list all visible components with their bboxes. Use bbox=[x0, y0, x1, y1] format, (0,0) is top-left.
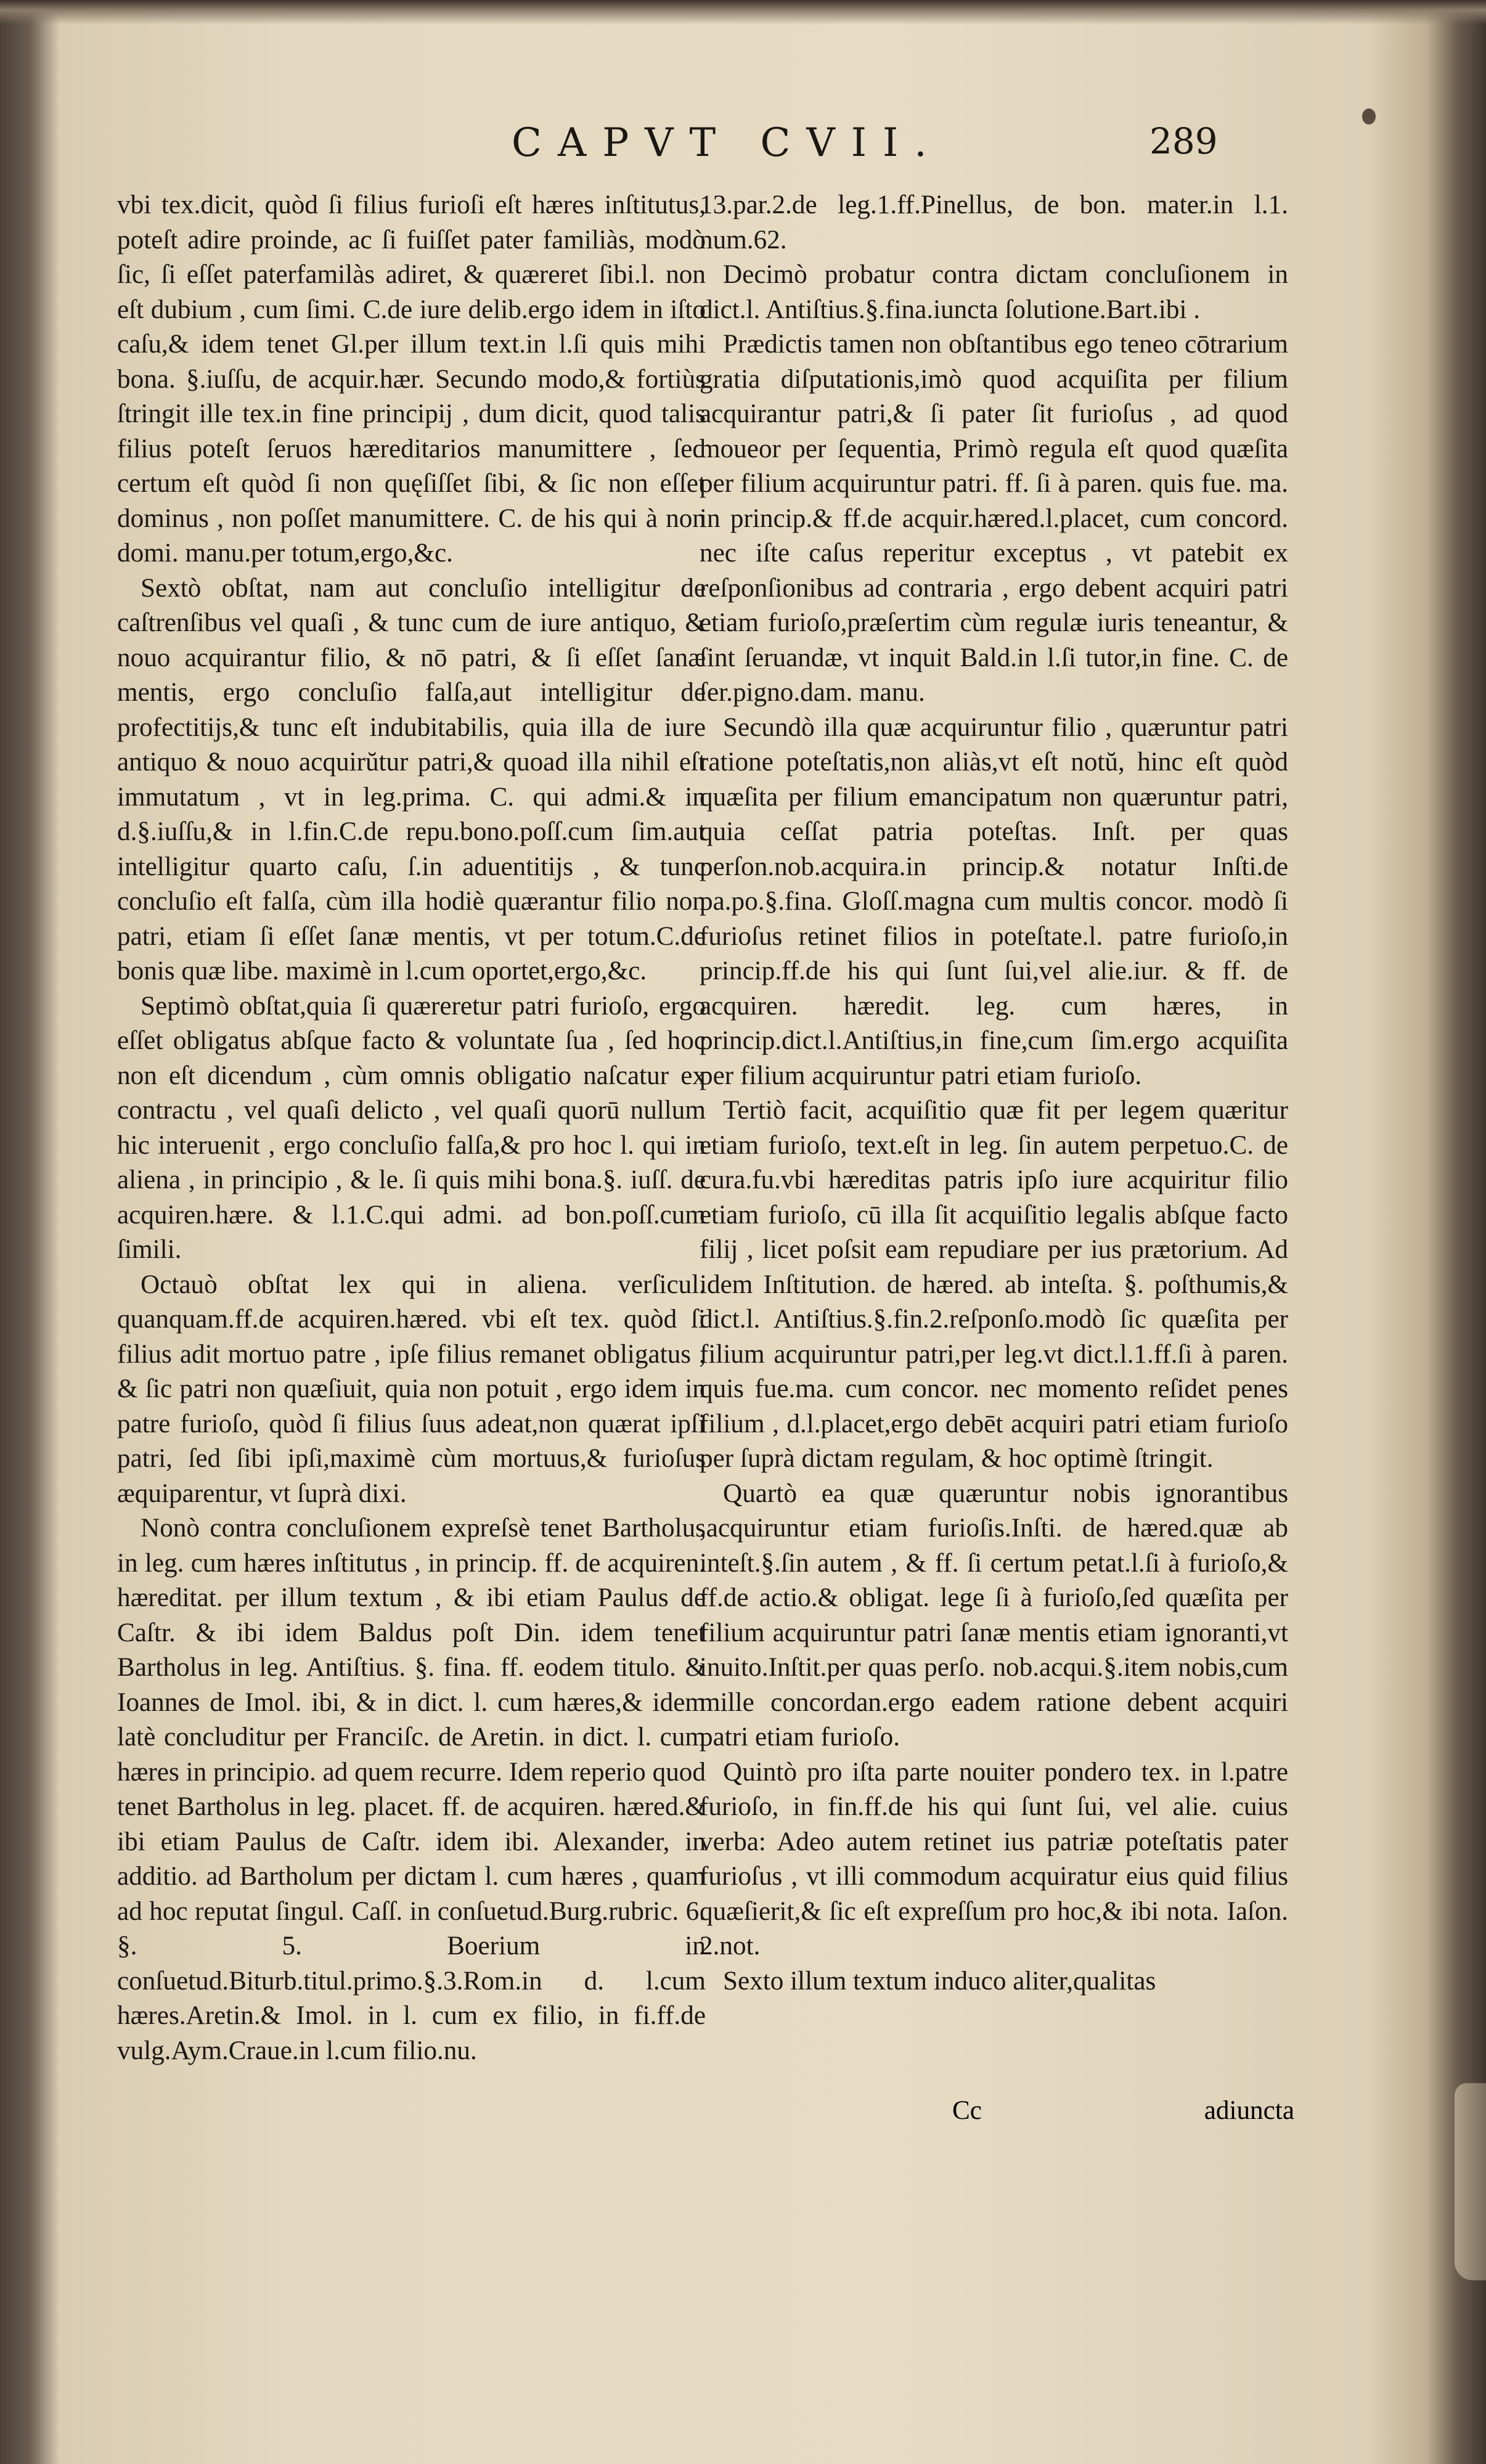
page-header bbox=[92, 120, 1362, 176]
paragraph: Tertiò facit, acquiſitio quæ fit per legem quæritur etiam furioſo, text.eſt in leg. ſin autem perpetuo.C. de cura.fu.vbi hæreditas patris ipſo iure acquiritur filio etiam furioſo, cū illa ſit acquiſitio legalis abſque facto filij , licet poſsit eam repudiare per ius prætorium. Ad idem Inſtitution. de hæred. ab inteſta. §. poſthumis,& dict.l. Antiſtius.§.fin.2.reſponſo.modò ſic quæſita per filium acquiruntur patri,per leg.vt dict.l.1.ff.ſi à paren. quis fue.ma. cum concor. nec momento reſidet penes filium , d.l.placet,ergo debēt acquiri patri etiam furioſo per ſuprà dictam regulam, & hoc optimè ſtringit. bbox=[700, 1096, 1288, 1473]
catchword: adiuncta bbox=[1204, 2096, 1294, 2125]
page-edge-tear bbox=[1455, 2083, 1486, 2280]
paragraph: Nonò contra concluſionem expreſsè tenet Bartholus in leg. cum hæres inſtitutus , in princip. ff. de acquiren. hæreditat. per illum textum , & ibi etiam Paulus de Caſtr. & ibi idem Baldus poſt Din. idem tenet Bartholus in leg. Antiſtius. §. fina. ff. eodem titulo. & Ioannes de Imol. ibi, & in dict. l. cum hæres,& idem latè concluditur per Franciſc. de Aretin. in dict. l. cum hæres in principio. ad quem recurre. Idem reperio quod tenet Bartholus in leg. placet. ff. de acquiren. hæred.& ibi etiam Paulus de Caſtr. idem ibi. Alexander, in additio. ad Bartholum per dictam l. cum hæres , quam ad hoc reputat ſingul. Caſſ. in conſuetud.Burg.rubric. 6. §. 5. Boerium in conſuetud.Biturb.titul.primo.§.3.Rom.in d. l.cum hæres.Aretin.& Imol. in l. cum ex filio, in fi.ff.de vulg.Aym.Craue.in l.cum filio.nu. bbox=[117, 1514, 706, 2065]
signature-mark: Cc bbox=[952, 2096, 982, 2125]
left-column bbox=[117, 188, 706, 2068]
paragraph: Quintò pro iſta parte nouiter pondero tex. in l.patre furioſo, in fin.ff.de his qui ſunt ſui, vel alie. cuius verba: Adeo autem retinet ius patriæ poteſtatis pater furioſus , vt illi commodum acquiratur eius quid filius quæſierit,& ſic eſt expreſſum pro hoc,& ibi nota. Iaſon. 2.not. bbox=[700, 1757, 1288, 1960]
paragraph: Secundò illa quæ acquiruntur filio , quæruntur patri ratione poteſtatis,non aliàs,vt eſt notŭ, hinc eſt quòd quæſita per filium emancipatum non quæruntur patri, quia ceſſat patria poteſtas. Inſt. per quas perſon.nob.acquira.in princip.& notatur Inſti.de pa.po.§.fina. Gloſſ.magna cum multis concor. modò ſi furioſus retinet filios in poteſtate.l. patre furioſo,in princip.ff.de his qui ſunt ſui,vel alie.iur. & ff. de acquiren. hæredit. leg. cum hæres, in princip.dict.l.Antiſtius,in fine,cum ſim.ergo acquiſita per filium acquiruntur patri etiam furioſo. bbox=[700, 712, 1288, 1090]
page-number: 289 bbox=[1149, 120, 1218, 162]
paragraph: Prædictis tamen non obſtantibus ego teneo cōtrarium gratia diſputationis,imò quod acquiſita per filium acquirantur patri,& ſi pater ſit furioſus , ad quod moueor per ſequentia, Primò regula eſt quod quæſita per filium acquiruntur patri. ff. ſi à paren. quis fue. ma. in princip.& ff.de acquir.hæred.l.placet, cum concord. nec iſte caſus reperitur exceptus , vt patebit ex reſponſionibus ad contraria , ergo debent acquiri patri etiam furioſo,præſertim cùm regulæ iuris teneantur, & ſint ſeruandæ, vt inquit Bald.in l.ſi tutor,in fine. C. de ſer.pigno.dam. manu. bbox=[700, 330, 1288, 707]
paragraph: vbi tex.dicit, quòd ſi filius furioſi eſt hæres inſtitutus, poteſt adire proinde, ac ſi fuiſſet pater familiàs, modò ſic, ſi eſſet paterfamilàs adiret, & quæreret ſibi.l. non eſt dubium , cum ſimi. C.de iure delib.ergo idem in iſto caſu,& idem tenet Gl.per illum text.in l.ſi quis mihi bona. §.iuſſu, de acquir.hær. Secundo modo,& fortiùs ſtringit ille tex.in fine principij , dum dicit, quod talis filius poteſt ſeruos hæreditarios manumittere , ſed certum eſt quòd ſi non quęſiſſet ſibi, & ſic non eſſet dominus , non poſſet manumittere. C. de his qui à non domi. manu.per totum,ergo,&c. bbox=[117, 190, 706, 568]
paragraph: Sexto illum textum induco aliter,qualitas bbox=[723, 1966, 1156, 1996]
paragraph: 13.par.2.de leg.1.ff.Pinellus, de bon. mater.in l.1. num.62. bbox=[700, 190, 1288, 255]
paragraph: Quartò ea quæ quæruntur nobis ignorantibus ,acquiruntur etiam furioſis.Inſti. de hæred.quæ ab inteſt.§.ſin autem , & ff. ſi certum petat.l.ſi à furioſo,& ff.de actio.& obligat. lege ſi à furioſo,ſed quæſita per filium acquiruntur patri ſanæ mentis etiam ignoranti,vt inuito.Inſtit.per quas perſo. nob.acqui.§.item nobis,cum mille concordan.ergo eadem ratione debent acquiri patri etiam furioſo. bbox=[700, 1479, 1288, 1752]
paragraph: Sextò obſtat, nam aut concluſio intelligitur de caſtrenſibus vel quaſi , & tunc cum de iure antiquo, & nouo acquirantur filio, & nō patri, & ſi eſſet ſanæ mentis, ergo concluſio falſa,aut intelligitur de profectitijs,& tunc eſt indubitabilis, quia illa de iure antiquo & nouo acquirŭtur patri,& quoad illa nihil eſt immutatum , vt in leg.prima. C. qui admi.& in d.§.iuſſu,& in l.fin.C.de repu.bono.poſſ.cum ſim.aut intelligitur quarto caſu, ſ.in aduentitijs , & tunc concluſio eſt falſa, cùm illa hodiè quærantur filio non patri, etiam ſi eſſet ſanæ mentis, vt per totum.C.de bonis quæ libe. maximè in l.cum oportet,ergo,&c. bbox=[117, 573, 706, 985]
running-head: CAPVT CVII. bbox=[512, 120, 943, 166]
book-page bbox=[92, 0, 1442, 2464]
paragraph: Decimò probatur contra dictam concluſionem in dict.l. Antiſtius.§.fina.iuncta ſolutione.Bart.ibi . bbox=[700, 260, 1288, 324]
right-column bbox=[700, 188, 1288, 1999]
paragraph: Octauò obſtat lex qui in aliena. verſicul. quanquam.ff.de acquiren.hæred. vbi eſt tex. quòd ſi filius adit mortuo patre , ipſe filius remanet obligatus , & ſic patri non quæſiuit, quia non potuit , ergo idem in patre furioſo, quòd ſi filius ſuus adeat,non quærat ipſi patri, ſed ſibi ipſi,maximè cùm mortuus,& furioſus æquiparentur, vt ſuprà dixi. bbox=[117, 1270, 706, 1508]
page-footer bbox=[700, 2095, 1294, 2132]
paragraph: Septimò obſtat,quia ſi quæreretur patri furioſo, ergo eſſet obligatus abſque facto & voluntate ſua , ſed hoc non eſt dicendum , cùm omnis obligatio naſcatur ex contractu , vel quaſi delicto , vel quaſi quorū nullum hic interuenit , ergo concluſio falſa,& pro hoc l. qui in aliena , in principio , & le. ſi quis mihi bona.§. iuſſ. de acquiren.hære. & l.1.C.qui admi. ad bon.poſſ.cum ſimili. bbox=[117, 991, 706, 1264]
